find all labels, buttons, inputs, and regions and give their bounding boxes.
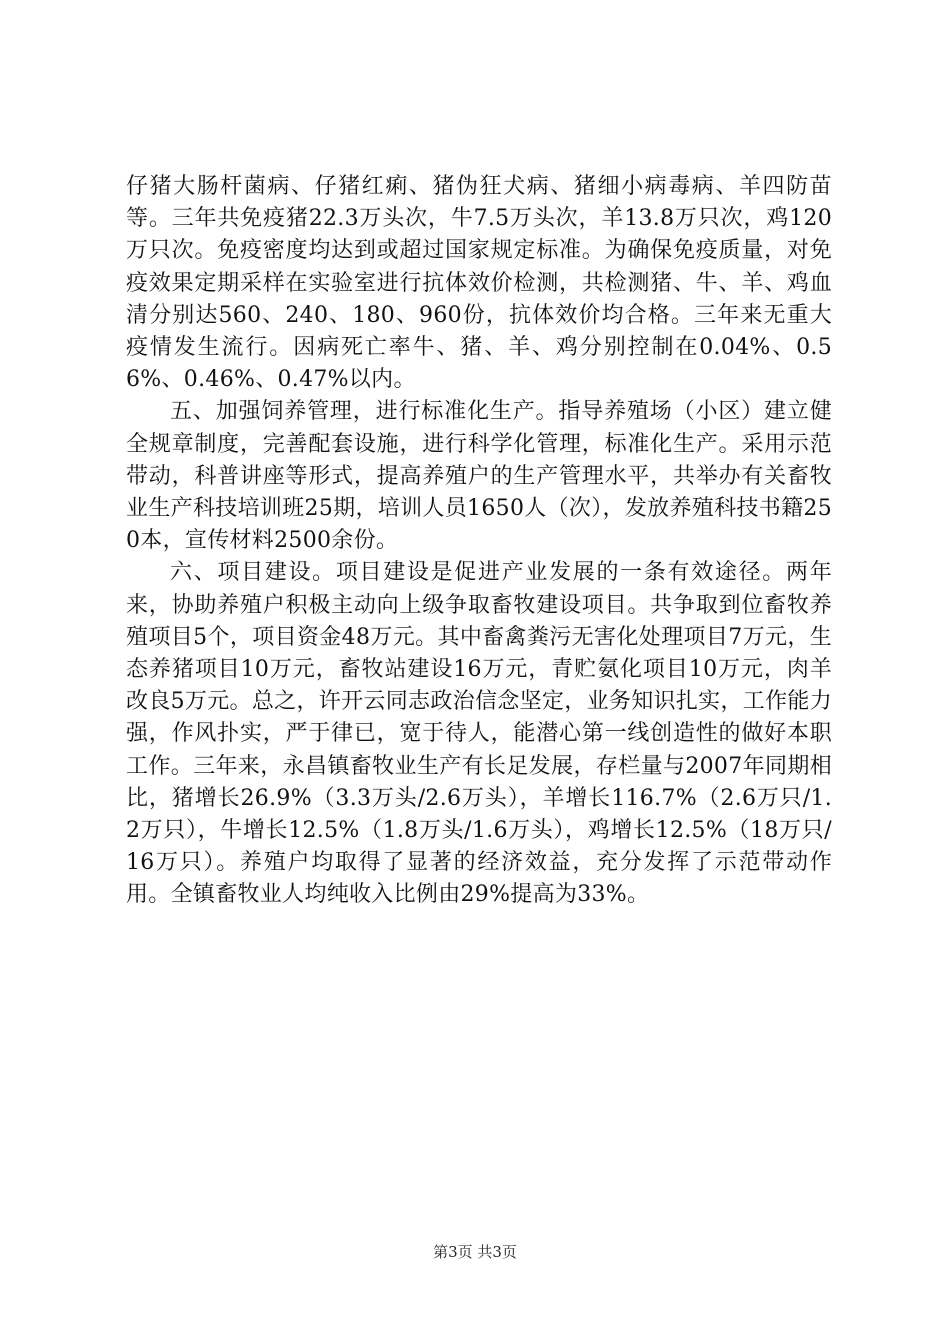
paragraph-project-construction: 六、项目建设。项目建设是促进产业发展的一条有效途径。两年来，协助养殖户积极主动向上级争取畜牧建设项目。共争取到位畜牧养殖项目5个，项目资金48万元。其中畜禽粪污无害化处理项目7万元，生态养猪项目10万元，畜牧站建设16万元，青贮氨化项目10万元，肉羊改良5万元。总之，许开云同志政治信念坚定，业务知识扎实，工作能力强，作风扑实，严于律已，宽于待人，能潜心第一线创造性的做好本职工作。三年来，永昌镇畜牧业生产有长足发展，存栏量与2007年同期相比，猪增长26.9%（3.3万头/2.6万头），羊增长116.7%（2.6万只/1.2万只），牛增长12.5%（1.8万头/1.6万头），鸡增长12.5%（18万只/16万只）。养殖户均取得了显著的经济效益，充分发挥了示范带动作用。全镇畜牧业人均纯收入比例由29%提高为33%。: [126, 560, 832, 908]
paragraph-immunization: 仔猪大肠杆菌病、仔猪红痢、猪伪狂犬病、猪细小病毒病、羊四防苗等。三年共免疫猪22.3万头次，牛7.5万头次，羊13.8万只次，鸡120万只次。免疫密度均达到或超过国家规定标准。为确保免疫质量，对免疫效果定期采样在实验室进行抗体效价检测，共检测猪、牛、羊、鸡血清分别达560、240、180、960份，抗体效价均合格。三年来无重大疫情发生流行。因病死亡率牛、猪、羊、鸡分别控制在0.04%、0.56%、0.46%、0.47%以内。: [126, 174, 832, 393]
page-number-footer: 第3页 共3页: [433, 1243, 517, 1261]
document-body: [126, 171, 832, 912]
paragraph-feeding-management: 五、加强饲养管理，进行标准化生产。指导养殖场（小区）建立健全规章制度，完善配套设施，进行科学化管理，标准化生产。采用示范带动，科普讲座等形式，提高养殖户的生产管理水平，共举办有关畜牧业生产科技培训班25期，培训人员1650人（次），发放养殖科技书籍250本，宣传材料2500余份。: [126, 399, 832, 554]
